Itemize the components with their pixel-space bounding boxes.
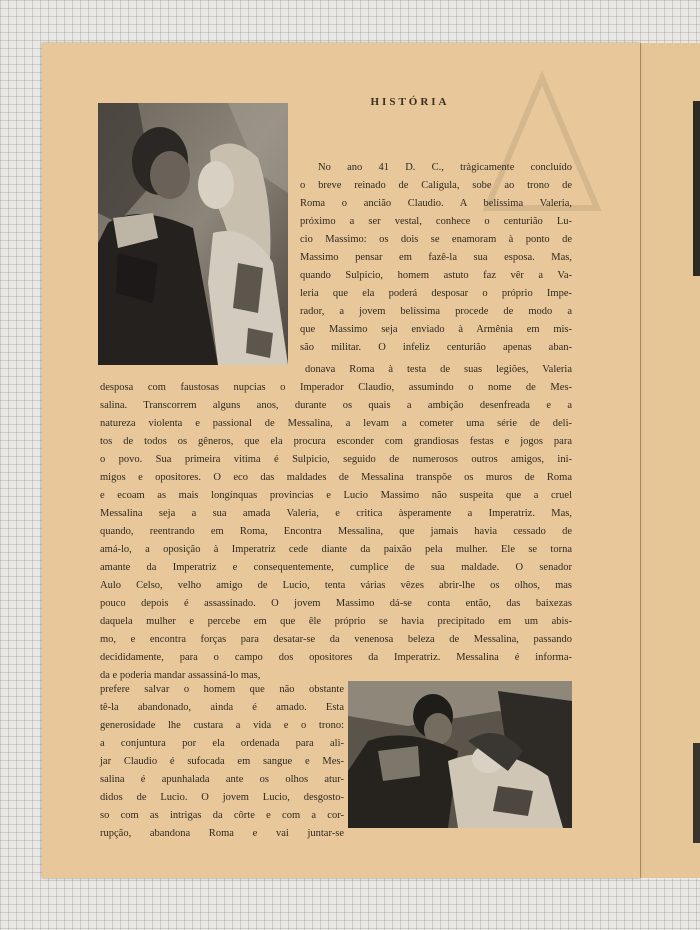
text-line: donava Roma à testa de suas legiões, Valeria [305, 364, 572, 375]
text-line: da e poderia mandar assassiná-lo mas, [100, 670, 261, 681]
text-line: salina é apunhalada ante os olhos atur- [100, 774, 344, 785]
text-line: amante da Imperatriz e consequentemente, cumplice de sua maldade. O senador [100, 562, 572, 573]
text-line: amá-lo, a oposição à Imperatriz cede diante da paixão pela mulher. Ele se torna [100, 544, 572, 555]
struggle-scene-photo [348, 681, 572, 828]
text-line: generosidade lhe custara a vida e o trono: [100, 720, 344, 731]
text-line: No ano 41 D. C., tràgicamente concluído [318, 162, 572, 173]
text-line: quando Sulpicio, homem astuto faz vêr a Va- [300, 270, 572, 281]
text-line: jar Claudio é sufocada em sangue e Mes- [100, 756, 344, 767]
text-line: Aulo Celso, velho amigo de Lucio, tenta várias vêzes abrir-lhe os olhos, mas [100, 580, 572, 591]
text-line: quando, reentrando em Roma, Encontra Messalina, que jamais havia cessado de [100, 526, 572, 537]
adjacent-page [640, 43, 700, 878]
text-line: o povo. Sua primeira vitima é Sulpicio, seguido de numerosos outros amigos, ini- [100, 454, 572, 465]
text-line: rupção, abandona Roma e vai juntar-se [100, 828, 344, 839]
couple-embrace-image [98, 103, 288, 365]
text-line: Roma o ancião Claudio. A belíssima Valeria, [300, 198, 572, 209]
adjacent-page-photo-edge [693, 101, 700, 276]
text-line: didos de Lucio. O jovem Lucio, desgosto- [100, 792, 344, 803]
story-paragraph-intro [300, 159, 572, 357]
couple-embrace-photo [98, 103, 288, 365]
text-line: cio Massimo: os dois se enamoram à ponto de [300, 234, 572, 245]
adjacent-page-photo-edge-bottom [693, 743, 700, 843]
text-line: daquela mulher e percebe em que êle próprio se havia precipitado em um abis- [100, 616, 572, 627]
text-line: so com as intrigas da côrte e com a cor- [100, 810, 344, 821]
struggle-scene-image [348, 681, 572, 828]
text-line: o breve reinado de Calígula, sobe ao trono de [300, 180, 572, 191]
text-line: mo, e encontra forças para desatar-se da venenosa beleza de Messalina, passando [100, 634, 572, 645]
text-line: tê-la abandonado, ainda é amado. Esta [100, 702, 344, 713]
text-line: Messalina seja a sua amada Valeria, e critica àsperamente a Imperatriz. Mas, [100, 508, 572, 519]
text-line: que Massimo seja enviado à Armênia em mis- [300, 324, 572, 335]
text-line: prefere salvar o homem que não obstante [100, 684, 344, 695]
text-line: leria que ela poderá desposar o próprio Impe- [300, 288, 572, 299]
text-line: rador, a jovem belíssima procede de modo a [300, 306, 572, 317]
text-line: Massimo pensar em fazê-la sua esposa. Mas, [300, 252, 572, 263]
text-line: a conjuntura por ela ordenada para ali- [100, 738, 344, 749]
text-line: decididamente, para o campo dos opositores da Imperatriz. Messalina é informa- [100, 652, 572, 663]
page-title: HISTÓRIA [370, 96, 450, 108]
story-paragraph-main [100, 361, 572, 685]
text-line: e ecoam as mais longínquas provincias e Lucio Massimo não suspeita que a cruel [100, 490, 572, 501]
story-paragraph-ending [100, 681, 344, 843]
text-line: são militar. O infeliz centurião apenas aban- [300, 342, 572, 353]
text-line: pouco depois é assassinado. O jovem Massimo dá-se conta então, das baixezas [100, 598, 572, 609]
text-line: migos e opositores. O eco das maldades de Messalina transpõe os muros de Roma [100, 472, 572, 483]
text-line: próximo a ser vestal, conhece o centurião Lu- [300, 216, 572, 227]
text-line: tos de todos os gêneros, que ela procura esconder com grandiosas festas e jogos para [100, 436, 572, 447]
text-line: desposa com faustosas nupcias o Imperador Claudio, assumindo o nome de Mes- [100, 382, 572, 393]
text-line: salina. Transcorrem alguns anos, durante os quais a ambição desenfreada e a [100, 400, 572, 411]
text-line: natureza violenta e passional de Messalina, a levam a cometer uma série de deli- [100, 418, 572, 429]
